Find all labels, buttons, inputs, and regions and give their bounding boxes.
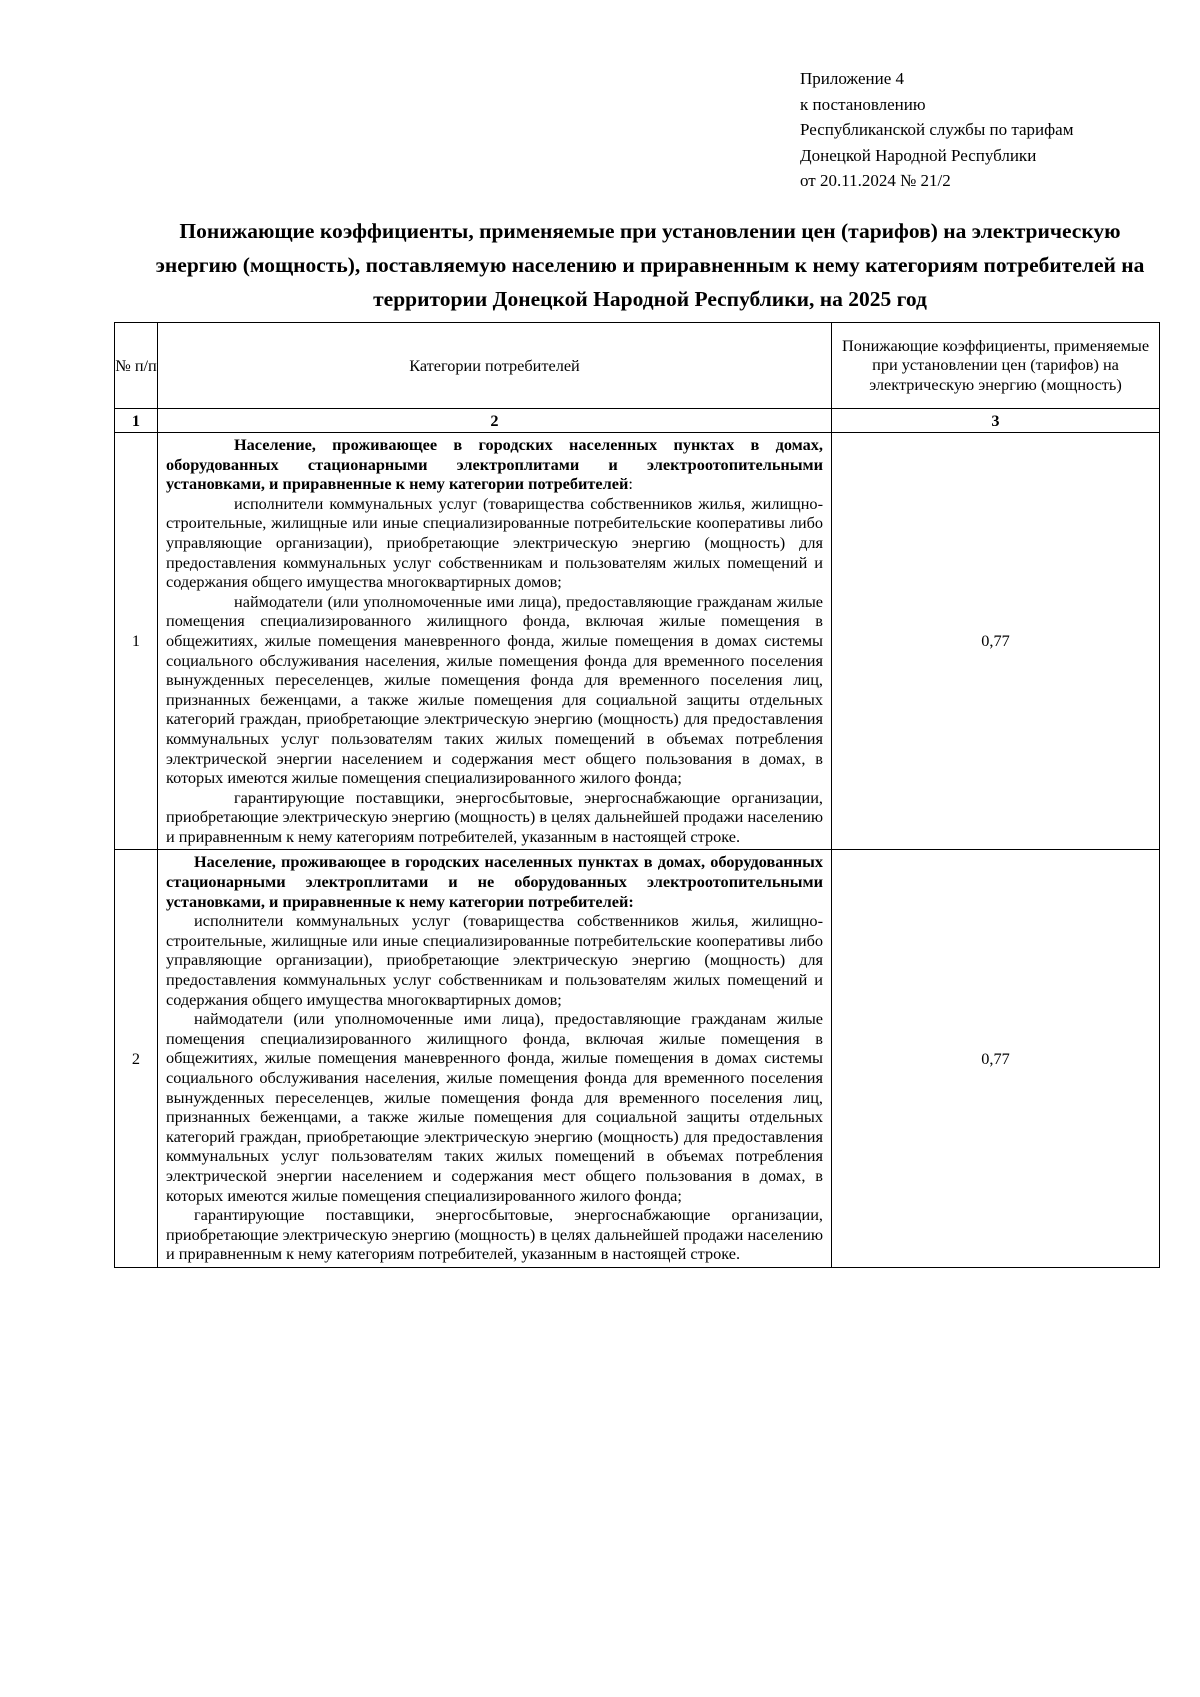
appendix-line: Приложение 4	[800, 69, 904, 88]
header-coefficient: Понижающие коэффициенты, применяемые при установлении цен (тарифов) на электрическую энергию (мощность)	[832, 323, 1160, 409]
category-lead: Население, проживающее в городских населенных пунктах в домах, оборудованных стационарными электроплитами и не оборудованных электроотопительными установками, и приравненные к нему категории потребителей:	[166, 852, 823, 911]
category-lead-paragraph	[166, 435, 823, 494]
header-num: № п/п	[115, 323, 158, 409]
category-paragraph: наймодатели (или уполномоченные ими лица), предоставляющие гражданам жилые помещения специализированного жилищного фонда, включая жилые помещения в общежитиях, жилые помещения маневренного фонда, жилые помещения в домах системы социального обслуживания населения, жилые помещения фонда для временного поселения вынужденных переселенцев, жилые помещения фонда для временного поселения лиц, признанных беженцами, а также жилые помещения для социальной защиты отдельных категорий граждан, приобретающие электрическую энергию (мощность) для предоставления коммунальных услуг пользователям таких жилых помещений в объемах потребления электрической энергии населением и содержания мест общего пользования в домах, в которых имеются жилые помещения специализированного жилого фонда;	[166, 1009, 823, 1205]
category-cell	[158, 433, 832, 850]
coefficient-value: 0,77	[832, 433, 1160, 850]
category-lead: Население, проживающее в городских населенных пунктах в домах, оборудованных стационарными электроплитами и электроотопительными установками, и приравненные к нему категории потребителей	[166, 435, 823, 494]
header-category: Категории потребителей	[158, 323, 832, 409]
table-row	[115, 433, 1160, 850]
column-index: 3	[832, 409, 1160, 433]
category-paragraph: исполнители коммунальных услуг (товарищества собственников жилья, жилищно-строительные, жилищные или иные специализированные потребительские кооперативы либо управляющие организации), приобретающие электрическую энергию (мощность) для предоставления коммунальных услуг собственникам и пользователям жилых помещений и содержания общего имущества многоквартирных домов;	[166, 911, 823, 1009]
column-index-row	[115, 409, 1160, 433]
column-index: 2	[158, 409, 832, 433]
category-lead-suffix: :	[628, 474, 633, 494]
category-paragraph: исполнители коммунальных услуг (товарищества собственников жилья, жилищно-строительные, жилищные или иные специализированные потребительские кооперативы либо управляющие организации), приобретающие электрическую энергию (мощность) для предоставления коммунальных услуг собственникам и пользователям жилых помещений и содержания общего имущества многоквартирных домов;	[166, 493, 823, 592]
document-title: Понижающие коэффициенты, применяемые при установлении цен (тарифов) на электрическую энергию (мощность), поставляемую населению и приравненным к нему категориям потребителей на территории Донецкой Народной Республики, на 2025 год	[155, 219, 1145, 311]
category-paragraph: наймодатели (или уполномоченные ими лица), предоставляющие гражданам жилые помещения специализированного жилищного фонда, включая жилые помещения в общежитиях, жилые помещения маневренного фонда, жилые помещения в домах системы социального обслуживания населения, жилые помещения фонда для временного поселения вынужденных переселенцев, жилые помещения фонда для временного поселения лиц, признанных беженцами, а также жилые помещения для социальной защиты отдельных категорий граждан, приобретающие электрическую энергию (мощность) для предоставления коммунальных услуг пользователям таких жилых помещений в объемах потребления электрической энергии населением и содержания мест общего пользования в домах, в которых имеются жилые помещения специализированного жилого фонда;	[166, 591, 823, 788]
appendix-line: Донецкой Народной Республики	[800, 145, 1037, 165]
row-number: 2	[115, 850, 158, 1267]
category-paragraph: гарантирующие поставщики, энергосбытовые, энергоснабжающие организации, приобретающие электрическую энергию (мощность) в целях дальнейшей продажи населению и приравненным к нему категориям потребителей, указанным в настоящей строке.	[166, 1205, 823, 1264]
row-number: 1	[115, 433, 158, 850]
category-cell	[158, 850, 832, 1267]
appendix-line: Республиканской службы по тарифам	[800, 120, 1074, 139]
appendix-block	[800, 66, 1160, 194]
appendix-line: от 20.11.2024 № 21/2	[800, 171, 951, 190]
table-row	[115, 850, 1160, 1267]
table-header-row	[115, 323, 1160, 409]
appendix-line: к постановлению	[800, 94, 926, 114]
coefficients-table	[114, 322, 1160, 1268]
column-index: 1	[115, 409, 158, 433]
coefficient-value: 0,77	[832, 850, 1160, 1267]
category-paragraph: гарантирующие поставщики, энергосбытовые, энергоснабжающие организации, приобретающие электрическую энергию (мощность) в целях дальнейшей продажи населению и приравненным к нему категориям потребителей, указанным в настоящей строке.	[166, 787, 823, 846]
